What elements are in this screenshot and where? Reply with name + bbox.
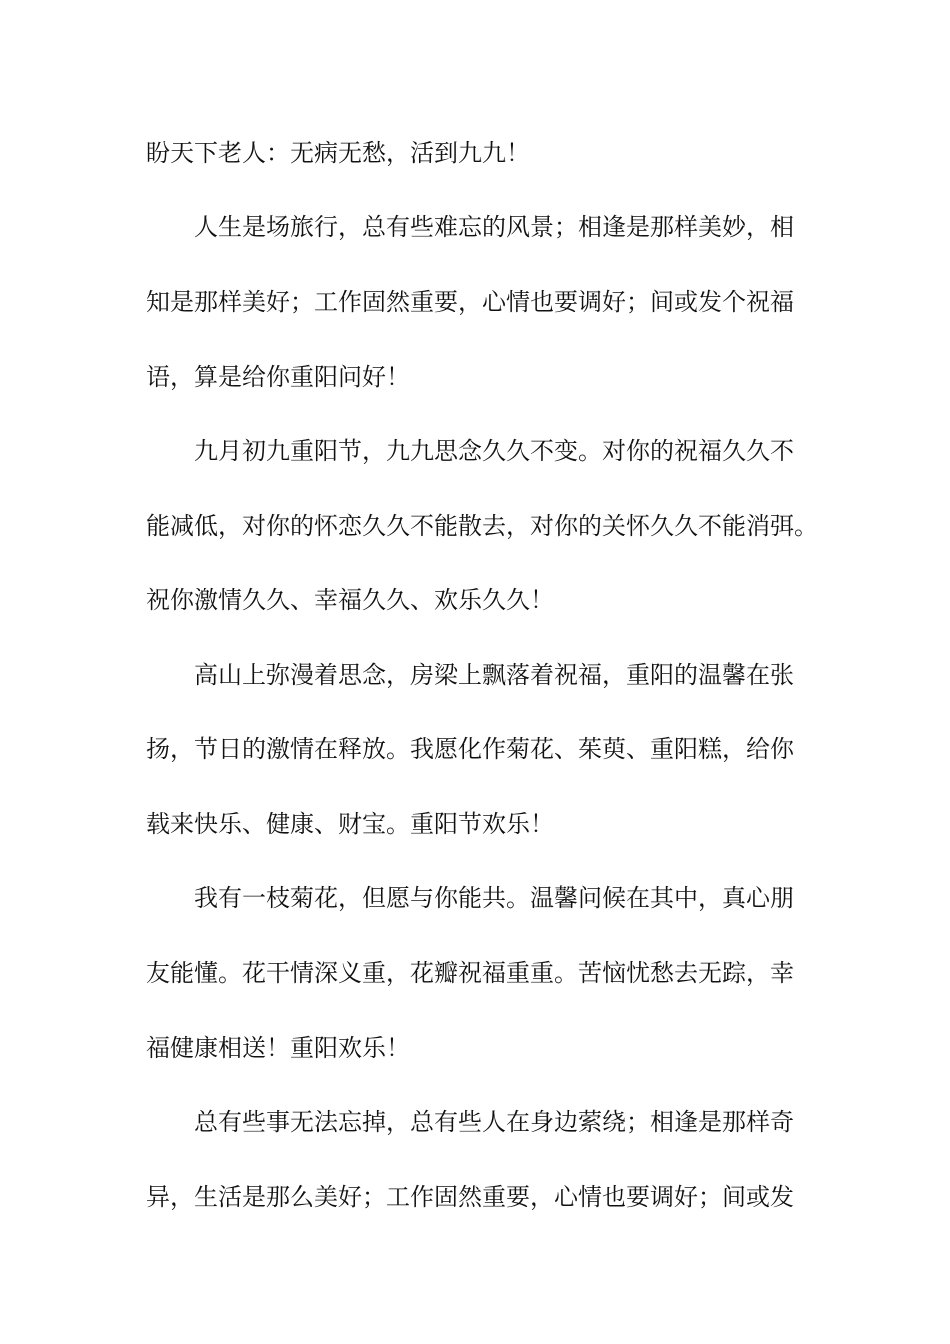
- paragraph-first-line: 总有些事无法忘掉，总有些人在身边萦绕；相逢是那样奇: [194, 1108, 794, 1136]
- text-line: 友能懂。花干情深义重，花瓣祝福重重。苦恼忧愁去无踪，幸: [146, 959, 794, 987]
- text-line: 知是那样美好；工作固然重要，心情也要调好；间或发个祝福: [146, 288, 794, 316]
- text-line: 扬，节日的激情在释放。我愿化作菊花、茱萸、重阳糕，给你: [146, 735, 794, 763]
- text-line: 祝你激情久久、幸福久久、欢乐久久！: [146, 586, 554, 614]
- text-line: 载来快乐、健康、财宝。重阳节欢乐！: [146, 810, 554, 838]
- paragraph-first-line: 高山上弥漫着思念，房梁上飘落着祝福，重阳的温馨在张: [194, 661, 794, 689]
- text-line: 能减低，对你的怀恋久久不能散去，对你的关怀久久不能消弭。: [146, 512, 818, 540]
- text-line: 异，生活是那么美好；工作固然重要，心情也要调好；间或发: [146, 1183, 794, 1211]
- paragraph-first-line: 九月初九重阳节，九九思念久久不变。对你的祝福久久不: [194, 437, 794, 465]
- text-line: 盼天下老人：无病无愁，活到九九！: [146, 139, 530, 167]
- text-line: 福健康相送！重阳欢乐！: [146, 1034, 410, 1062]
- paragraph-first-line: 人生是场旅行，总有些难忘的风景；相逢是那样美妙，相: [194, 213, 794, 241]
- paragraph-first-line: 我有一枝菊花，但愿与你能共。温馨问候在其中，真心朋: [194, 884, 794, 912]
- text-line: 语，算是给你重阳问好！: [146, 363, 410, 391]
